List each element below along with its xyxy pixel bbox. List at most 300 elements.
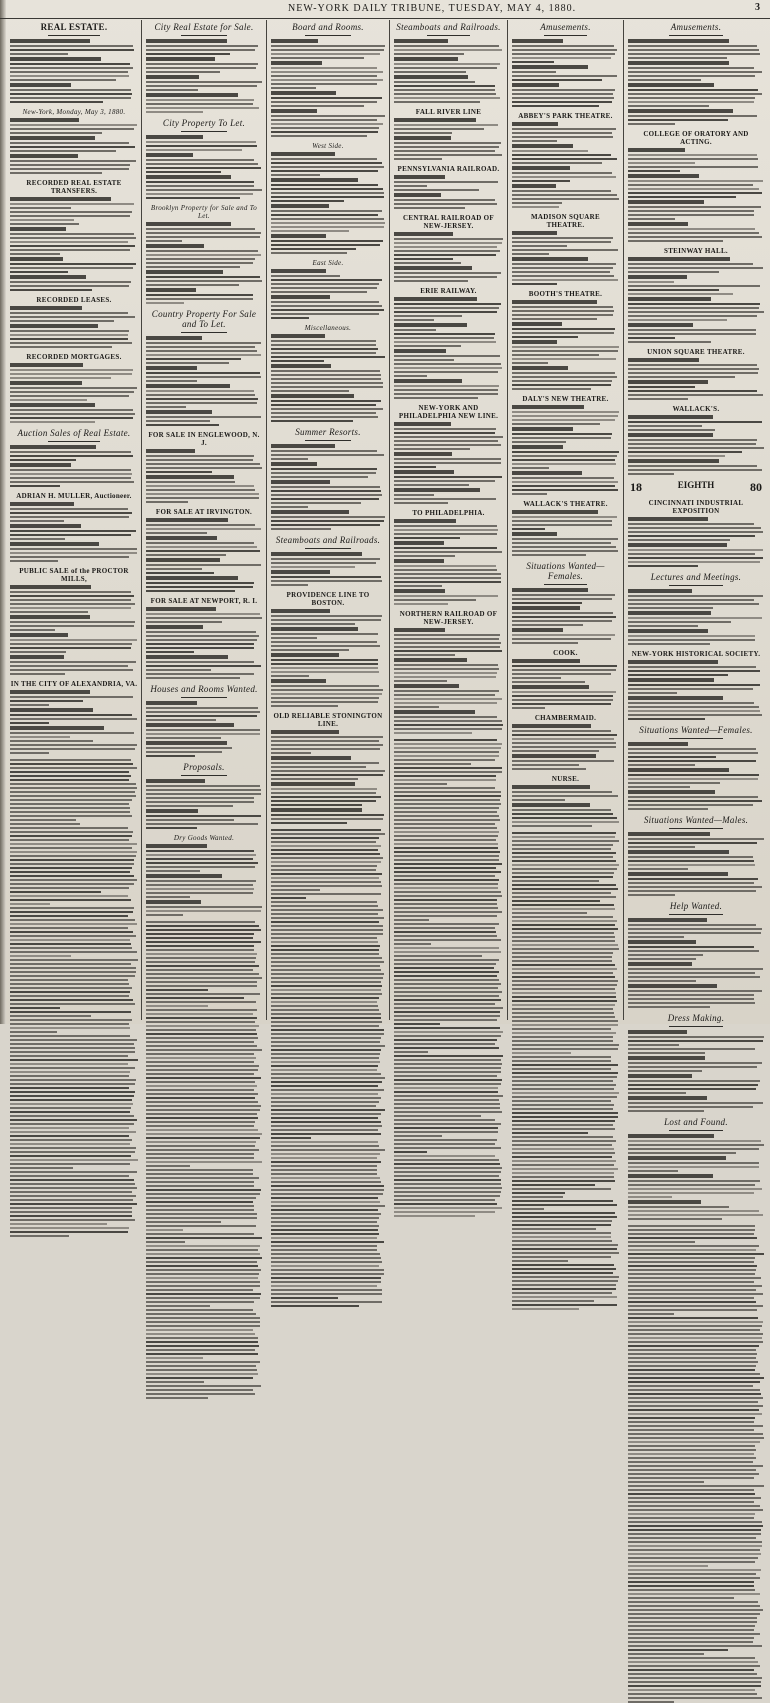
- text-line: [628, 670, 760, 672]
- ad-lead-line: [146, 844, 207, 848]
- text-line: [146, 424, 219, 426]
- body-text-lines: [10, 263, 138, 273]
- text-line: [271, 313, 379, 315]
- text-line: [10, 237, 136, 239]
- text-line: [512, 128, 616, 130]
- ad-lead-line: [271, 462, 317, 466]
- text-line: [628, 67, 754, 69]
- text-line: [512, 825, 592, 827]
- text-line: [628, 1649, 728, 1651]
- text-line: [628, 1425, 763, 1427]
- text-line: [271, 279, 382, 281]
- text-line: [512, 868, 617, 870]
- heading-rule: [669, 585, 723, 586]
- text-line: [394, 783, 447, 785]
- text-line: [512, 832, 616, 834]
- text-line: [512, 1204, 617, 1206]
- text-line: [628, 894, 675, 896]
- text-line: [271, 1305, 359, 1307]
- text-line: [394, 1019, 497, 1021]
- text-line: [512, 1136, 613, 1138]
- section-block: [628, 499, 764, 567]
- text-line: [628, 539, 730, 541]
- ad-lead-line: [628, 962, 692, 966]
- body-text-lines: [10, 469, 138, 487]
- text-line: [394, 367, 502, 369]
- ad-lead-line: [146, 449, 195, 453]
- section-block: [512, 649, 619, 709]
- text-line: [394, 432, 495, 434]
- column-rule: [623, 20, 624, 1020]
- body-text-lines: [10, 369, 138, 379]
- ad-lead-line: [628, 589, 692, 593]
- text-line: [271, 340, 376, 342]
- text-line: [10, 330, 129, 332]
- text-line: [512, 190, 611, 192]
- text-line: [10, 215, 130, 217]
- page-number: 3: [755, 2, 760, 13]
- column-rule: [389, 20, 390, 1020]
- body-text-lines: [271, 240, 385, 254]
- body-text-lines: [628, 1062, 764, 1072]
- text-line: [271, 1205, 385, 1207]
- text-line: [394, 654, 455, 656]
- section-block: [628, 572, 764, 645]
- text-line: [146, 941, 261, 943]
- text-line: [394, 1035, 501, 1037]
- text-line: [394, 979, 499, 981]
- text-line: [394, 158, 442, 160]
- text-line: [271, 49, 384, 51]
- text-line: [10, 651, 66, 653]
- text-line: [10, 859, 134, 861]
- text-line: [146, 1101, 258, 1103]
- text-line: [146, 550, 260, 552]
- text-line: [628, 1669, 754, 1671]
- text-line: [146, 880, 256, 882]
- body-text-lines: [271, 558, 385, 568]
- body-text-lines: [10, 330, 138, 348]
- section-block: [512, 213, 619, 285]
- section-heading: Summer Resorts.: [295, 427, 361, 437]
- body-text-lines: [512, 190, 619, 208]
- text-line: [628, 1237, 757, 1239]
- text-line: [512, 1260, 568, 1262]
- text-line: [271, 1149, 385, 1151]
- ad-lead-line: [146, 741, 227, 745]
- text-line: [512, 1076, 617, 1078]
- text-line: [394, 1059, 501, 1061]
- text-line: [10, 775, 131, 777]
- text-line: [512, 245, 567, 247]
- section-block: [628, 130, 764, 242]
- text-line: [394, 1183, 501, 1185]
- text-line: [10, 45, 133, 47]
- text-line: [10, 263, 136, 265]
- text-line: [10, 1087, 129, 1089]
- text-line: [512, 634, 615, 636]
- text-line: [146, 635, 259, 637]
- section-heading: Amusements.: [670, 22, 722, 32]
- text-line: [10, 249, 130, 251]
- section-heading: BOOTH'S THEATRE.: [528, 290, 603, 298]
- text-line: [271, 774, 383, 776]
- text-line: [628, 932, 761, 934]
- ad-lead-line: [628, 768, 729, 772]
- text-line: [512, 1188, 611, 1190]
- body-text-lines: [628, 45, 764, 59]
- text-line: [10, 538, 65, 540]
- text-line: [146, 590, 235, 592]
- text-line: [628, 1080, 760, 1082]
- text-line: [394, 775, 496, 777]
- text-line: [628, 1557, 758, 1559]
- text-line: [394, 975, 497, 977]
- text-line: [146, 1105, 261, 1107]
- text-line: [271, 1041, 380, 1043]
- ad-lead-line: [512, 427, 573, 431]
- text-line: [271, 685, 379, 687]
- text-line: [394, 815, 499, 817]
- text-line: [512, 916, 613, 918]
- text-line: [394, 462, 501, 464]
- ad-lead-line: [512, 471, 582, 475]
- text-line: [512, 489, 618, 491]
- text-line: [146, 1353, 258, 1355]
- ad-lead-line: [271, 334, 325, 338]
- section-heading: PENNSYLVANIA RAILROAD.: [397, 165, 500, 173]
- section-block: [271, 324, 385, 422]
- text-line: [628, 1036, 764, 1038]
- text-line: [628, 341, 711, 343]
- ad-lead-line: [10, 690, 90, 694]
- heading-rule: [181, 131, 227, 132]
- ad-lead-line: [394, 710, 475, 714]
- text-line: [146, 617, 262, 619]
- text-line: [628, 307, 759, 309]
- text-line: [146, 993, 260, 995]
- text-line: [271, 1109, 385, 1111]
- text-line: [146, 854, 256, 856]
- text-line: [628, 240, 723, 242]
- text-line: [10, 625, 134, 627]
- text-line: [10, 316, 135, 318]
- text-line: [394, 525, 497, 527]
- text-line: [512, 380, 612, 382]
- text-line: [271, 275, 340, 277]
- text-line: [512, 455, 617, 457]
- text-line: [628, 882, 754, 884]
- text-line: [146, 1361, 260, 1363]
- text-line: [628, 1545, 762, 1547]
- text-line: [271, 1173, 377, 1175]
- text-line: [271, 945, 380, 947]
- text-line: [628, 1088, 756, 1090]
- text-line: [394, 341, 496, 343]
- text-line: [394, 987, 498, 989]
- text-line: [628, 643, 710, 645]
- text-line: [146, 501, 188, 503]
- ad-lead-line: [394, 297, 477, 301]
- text-line: [628, 886, 762, 888]
- text-line: [628, 553, 755, 555]
- text-line: [512, 520, 612, 522]
- text-line: [628, 936, 684, 938]
- text-line: [10, 1099, 132, 1101]
- text-line: [628, 1405, 763, 1407]
- text-line: [628, 1040, 763, 1042]
- body-text-lines: [394, 272, 503, 282]
- text-line: [628, 782, 720, 784]
- text-line: [10, 207, 71, 209]
- text-line: [394, 1195, 500, 1197]
- text-line: [512, 817, 617, 819]
- text-line: [10, 281, 131, 283]
- ad-lead-line: [271, 653, 339, 657]
- text-line: [628, 368, 759, 370]
- text-line: [512, 764, 579, 766]
- text-line: [628, 1305, 763, 1307]
- text-line: [394, 1207, 502, 1209]
- text-line: [10, 1023, 129, 1025]
- column-rule: [507, 20, 508, 1020]
- text-line: [628, 1605, 760, 1607]
- text-line: [394, 799, 500, 801]
- body-text-lines: [628, 67, 764, 81]
- text-line: [512, 524, 612, 526]
- body-text-lines: [146, 747, 262, 757]
- text-line: [512, 944, 618, 946]
- text-line: [10, 150, 116, 152]
- text-line: [271, 1085, 378, 1087]
- text-line: [394, 49, 502, 51]
- text-line: [512, 241, 611, 243]
- text-line: [10, 312, 128, 314]
- text-line: [512, 856, 613, 858]
- text-line: [146, 914, 183, 916]
- text-line: [394, 199, 495, 201]
- text-line: [628, 688, 753, 690]
- text-line: [271, 1077, 385, 1079]
- text-line: [271, 1029, 384, 1031]
- text-line: [512, 976, 615, 978]
- section-block: [10, 296, 138, 348]
- text-line: [146, 1373, 258, 1375]
- text-line: [146, 647, 254, 649]
- text-line: [10, 847, 132, 849]
- text-line: [512, 61, 554, 63]
- text-line: [10, 983, 129, 985]
- text-line: [394, 634, 500, 636]
- text-line: [10, 915, 128, 917]
- text-line: [512, 920, 617, 922]
- text-line: [512, 411, 619, 413]
- text-line: [628, 79, 701, 81]
- text-line: [146, 1249, 258, 1251]
- text-line: [271, 1197, 378, 1199]
- text-line: [10, 1187, 137, 1189]
- section-heading: FOR SALE AT IRVINGTON.: [155, 508, 253, 516]
- text-line: [271, 800, 376, 802]
- text-line: [628, 1397, 763, 1399]
- body-text-lines: [628, 549, 764, 567]
- ad-lead-line: [271, 609, 330, 613]
- text-line: [512, 150, 588, 152]
- text-line: [628, 599, 754, 601]
- text-line: [146, 1309, 253, 1311]
- text-line: [271, 736, 383, 738]
- text-line: [146, 1321, 260, 1323]
- ad-lead-line: [394, 75, 468, 79]
- text-line: [271, 740, 379, 742]
- text-line: [146, 1077, 261, 1079]
- text-line: [10, 835, 132, 837]
- text-line: [10, 1211, 132, 1213]
- ad-lead-line: [146, 93, 238, 97]
- text-line: [271, 305, 382, 307]
- text-line: [146, 1165, 190, 1167]
- text-line: [10, 128, 134, 130]
- section-heading: Proposals.: [183, 762, 225, 772]
- text-line: [10, 967, 136, 969]
- text-line: [628, 1529, 761, 1531]
- text-line: [146, 99, 254, 101]
- body-text-lines: [146, 850, 262, 872]
- text-line: [10, 1055, 128, 1057]
- text-line: [10, 289, 92, 291]
- body-text-lines: [628, 924, 764, 938]
- ad-lead-line: [628, 918, 707, 922]
- heading-rule: [305, 440, 351, 441]
- text-line: [146, 394, 255, 396]
- text-line: [394, 871, 501, 873]
- text-line: [628, 71, 762, 73]
- text-line: [512, 1108, 613, 1110]
- body-text-lines: [394, 476, 503, 486]
- ad-lead-line: [10, 463, 71, 467]
- text-line: [10, 871, 130, 873]
- text-line: [271, 252, 347, 254]
- text-line: [146, 711, 260, 713]
- section-block: [10, 108, 138, 174]
- body-text-lines: [394, 124, 503, 134]
- text-line: [394, 71, 466, 73]
- text-line: [628, 158, 758, 160]
- text-line: [512, 71, 556, 73]
- text-line: [628, 1385, 753, 1387]
- text-line: [628, 946, 754, 948]
- text-line: [10, 267, 133, 269]
- text-line: [146, 294, 253, 296]
- text-line: [512, 876, 613, 878]
- text-line: [628, 800, 762, 802]
- text-line: [394, 547, 497, 549]
- text-line: [146, 631, 256, 633]
- text-line: [10, 548, 137, 550]
- column-rule: [141, 20, 142, 1020]
- text-line: [146, 250, 258, 252]
- section-heading: WALLACK'S THEATRE.: [523, 500, 608, 508]
- text-line: [271, 873, 382, 875]
- ad-lead-line: [394, 559, 444, 563]
- text-line: [394, 795, 501, 797]
- text-line: [146, 459, 253, 461]
- text-line: [146, 1161, 262, 1163]
- text-line: [271, 905, 378, 907]
- text-line: [628, 1206, 729, 1208]
- text-line: [512, 594, 615, 596]
- body-text-lines: [10, 696, 138, 706]
- section-heading: TO PHILADELPHIA.: [412, 509, 485, 517]
- section-heading: Auction Sales of Real Estate.: [17, 428, 131, 438]
- text-line: [512, 314, 613, 316]
- body-text-lines: [512, 71, 619, 81]
- text-line: [146, 1037, 258, 1039]
- text-line: [271, 901, 377, 903]
- text-line: [271, 490, 381, 492]
- text-line: [512, 463, 616, 465]
- text-line: [628, 748, 756, 750]
- section-block: [271, 142, 385, 254]
- text-line: [628, 625, 698, 627]
- section-block: [394, 509, 503, 605]
- section-block: [394, 287, 503, 399]
- text-line: [394, 476, 502, 478]
- text-line: [394, 1103, 500, 1105]
- section-heading: New-York, Monday, May 3, 1880.: [22, 108, 126, 116]
- text-line: [271, 386, 383, 388]
- text-line: [271, 869, 376, 871]
- body-text-lines: [10, 661, 138, 675]
- body-text-lines: [628, 303, 764, 321]
- text-line: [394, 915, 497, 917]
- text-line: [628, 285, 760, 287]
- text-line: [271, 45, 385, 47]
- text-line: [628, 1044, 679, 1046]
- ad-lead-line: [394, 452, 452, 456]
- text-line: [271, 645, 380, 647]
- text-line: [512, 1160, 616, 1162]
- text-line: [628, 1281, 754, 1283]
- text-line: [394, 911, 502, 913]
- section-block: [628, 348, 764, 400]
- text-line: [10, 451, 131, 453]
- text-line: [10, 1155, 131, 1157]
- text-line: [512, 964, 615, 966]
- section-block: [394, 214, 503, 282]
- ad-lead-line: [512, 257, 588, 261]
- text-line: [10, 373, 132, 375]
- text-line: [394, 1203, 497, 1205]
- section-heading: NORTHERN RAILROAD OF NEW-JERSEY.: [399, 610, 498, 626]
- text-line: [146, 49, 255, 51]
- text-line: [146, 850, 254, 852]
- text-line: [271, 57, 364, 59]
- ad-lead-line: [10, 403, 95, 407]
- text-line: [10, 843, 137, 845]
- text-line: [628, 1345, 759, 1347]
- text-line: [271, 580, 382, 582]
- text-line: [271, 1249, 377, 1251]
- text-line: [10, 1139, 132, 1141]
- text-line: [271, 87, 316, 89]
- text-line: [628, 639, 755, 641]
- text-line: [10, 611, 88, 613]
- text-line: [10, 409, 133, 411]
- body-text-lines: [394, 716, 503, 734]
- text-line: [512, 1192, 565, 1194]
- ad-lead-line: [628, 790, 715, 794]
